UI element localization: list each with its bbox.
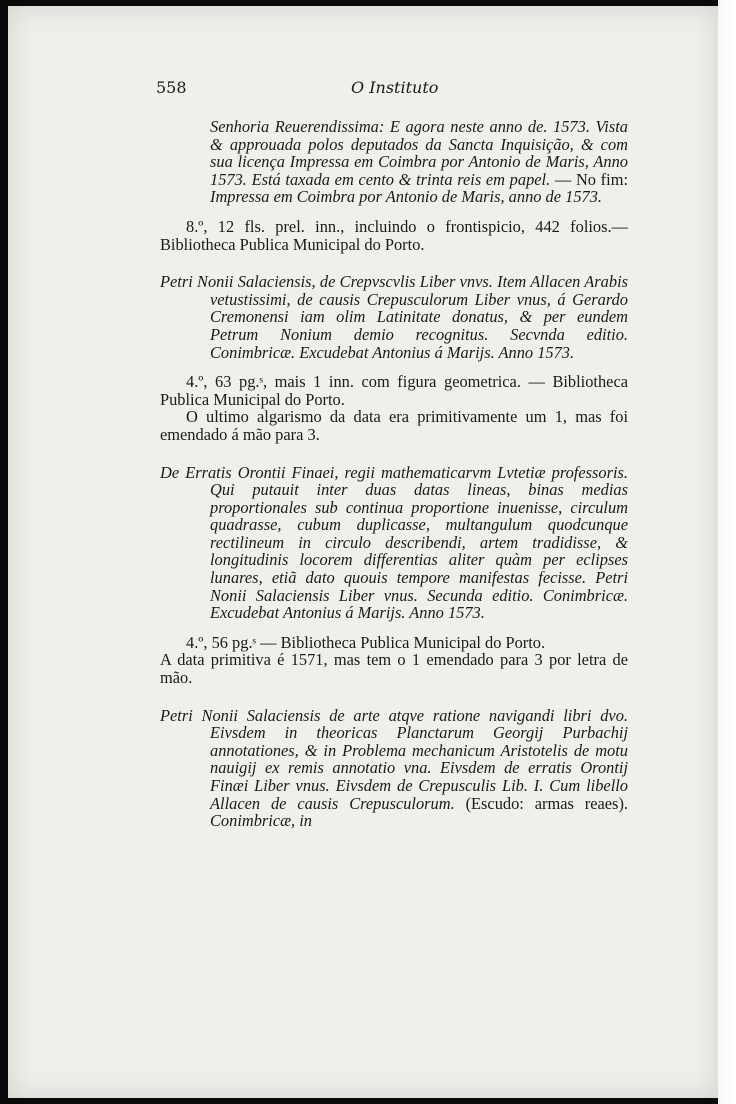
running-title: O Instituto (351, 78, 439, 97)
entry-note: O ultimo algarismo da data era primitivamente um 1, mas foi emendado á mão para 3. (160, 407, 628, 444)
entry-note: 4.º, 63 pg.ˢ, mais 1 inn. com figura geometrica. — Bibliotheca Publica Municipal do Porto. (160, 372, 628, 409)
imprint-text: Conimbricæ, in (210, 811, 312, 831)
entry-note: 4.º, 56 pg.ˢ — Bibliotheca Publica Municipal do Porto. (186, 632, 546, 652)
page-header (156, 78, 626, 102)
page-body (160, 118, 628, 830)
entry-title: Petri Nonii Salaciensis, de Crepvscvlis Liber vnvs. Item Allacen Arabis vetustissimi, de causis Crepusculorum Liber vnus, á Gerardo Cremonensi iam olim Latinitate donatus, & per eundem Petrum Nonium demio recognitus. Secvnda editio. Conimbricæ. Excudebat Antonius á Marijs. Anno 1573. (160, 272, 628, 362)
entry-title (160, 707, 628, 830)
scan-edge (718, 0, 736, 1104)
colophon-prefix: — No fim: (550, 169, 628, 189)
entry-continuation-text: Senhoria Reuerendissima: E agora neste anno de. 1573. Vista & approuada polos deputados da Sancta Inquisição, & com sua licença Impressa em Coimbra por Antonio de Maris, Anno 1573. Está taxada em cento & trinta reis em papel. (210, 117, 628, 189)
colophon-text: Impressa em Coimbra por Antonio de Maris, anno de 1573. (210, 187, 602, 207)
entry-note: 8.º, 12 fls. prel. inn., incluindo o frontispicio, 442 folios.— Bibliotheca Publica Municipal do Porto. (160, 216, 628, 254)
entry-continuation (160, 118, 628, 206)
entry-note: A data primitiva é 1571, mas tem o 1 emendado para 3 por letra de mão. (160, 650, 628, 688)
entry-title-text: Petri Nonii Salaciensis de arte atqve ratione navigandi libri dvo. Eivsdem in theoricas Planctarum Georgij Purbachij annotationes, & in Problema mechanicum Aristotelis de motu nauigij ex remis annotatio vna. Eivsdem de erratis Orontij Finæi Liber vnus. Eivsdem de Crepusculis Lib. I. Cum libello Allacen de causis Crepusculorum. (160, 705, 628, 813)
page-number: 558 (156, 78, 187, 97)
escudo-note: (Escudo: armas reaes). (454, 793, 628, 813)
entry-title: De Erratis Orontii Finaei, regii mathematicarvm Lvtetiæ professoris. Qui putauit inter duas datas lineas, binas medias proportionales sub continua proportione inuenisse, circulum quadrasse, cubum duplicasse, multangulum quodcunque rectilineum in circulo describendi, artem tradidisse, & longitudinis locorem differentias aliter quàm per eclipses lunares, etiã dato quouis tempore manifestas fecisse. Petri Nonii Salaciensis Liber vnus. Secunda editio. Conimbricæ. Excudebat Antonius á Marijs. Anno 1573. (160, 462, 628, 623)
